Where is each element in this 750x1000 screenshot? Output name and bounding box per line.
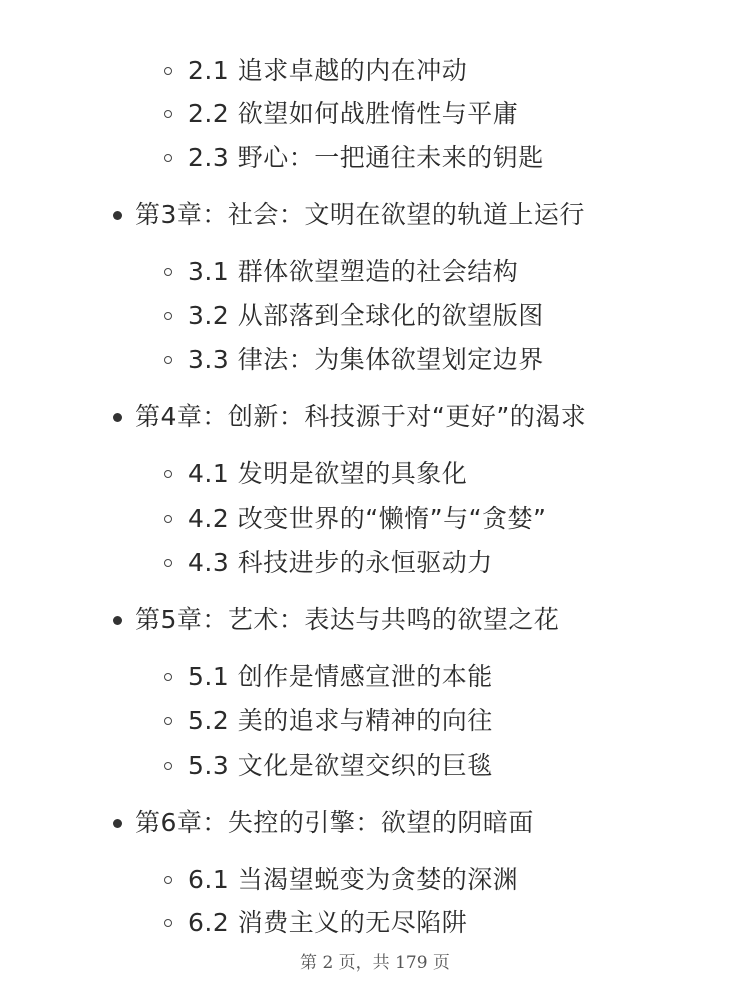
toc-section-item[interactable] xyxy=(0,99,750,129)
hollow-bullet-icon xyxy=(164,559,172,567)
toc-section-item[interactable] xyxy=(0,345,750,375)
toc-entry-text: 3.3 律法：为集体欲望划定边界 xyxy=(188,345,544,374)
hollow-bullet-icon xyxy=(164,673,172,681)
toc-section-item[interactable] xyxy=(0,865,750,895)
toc-entry-text: 3.2 从部落到全球化的欲望版图 xyxy=(188,301,544,330)
toc-entry-text: 2.1 追求卓越的内在冲动 xyxy=(188,56,468,85)
toc-entry-text: 第5章：艺术：表达与共鸣的欲望之花 xyxy=(135,605,560,634)
hollow-bullet-icon xyxy=(164,154,172,162)
hollow-bullet-icon xyxy=(164,470,172,478)
toc-entry-text: 第6章：失控的引擎：欲望的阴暗面 xyxy=(135,808,534,837)
toc-entry-text: 4.1 发明是欲望的具象化 xyxy=(188,459,468,488)
toc-entry-text: 6.2 消费主义的无尽陷阱 xyxy=(188,908,468,937)
page-number-footer: 第 2 页，共 179 页 xyxy=(300,953,450,973)
toc-section-item[interactable] xyxy=(0,548,750,578)
toc-chapter-item[interactable] xyxy=(0,402,750,432)
toc-entry-text: 4.2 改变世界的“懒惰”与“贪婪” xyxy=(188,504,547,533)
hollow-bullet-icon xyxy=(164,110,172,118)
toc-chapter-item[interactable] xyxy=(0,200,750,230)
hollow-bullet-icon xyxy=(164,67,172,75)
hollow-bullet-icon xyxy=(164,717,172,725)
toc-entry-text: 第4章：创新：科技源于对“更好”的渴求 xyxy=(135,402,587,431)
toc-section-item[interactable] xyxy=(0,459,750,489)
toc-entry-text: 第3章：社会：文明在欲望的轨道上运行 xyxy=(135,200,585,229)
filled-bullet-icon xyxy=(113,413,122,422)
toc-entry-text: 5.1 创作是情感宣泄的本能 xyxy=(188,662,493,691)
toc-entry-text: 4.3 科技进步的永恒驱动力 xyxy=(188,548,493,577)
toc-section-item[interactable] xyxy=(0,301,750,331)
toc-section-item[interactable] xyxy=(0,662,750,692)
hollow-bullet-icon xyxy=(164,762,172,770)
toc-section-item[interactable] xyxy=(0,56,750,86)
toc-section-item[interactable] xyxy=(0,908,750,938)
toc-chapter-item[interactable] xyxy=(0,808,750,838)
hollow-bullet-icon xyxy=(164,356,172,364)
hollow-bullet-icon xyxy=(164,312,172,320)
toc-section-item[interactable] xyxy=(0,504,750,534)
filled-bullet-icon xyxy=(113,211,122,220)
hollow-bullet-icon xyxy=(164,515,172,523)
toc-entry-text: 2.2 欲望如何战胜惰性与平庸 xyxy=(188,99,519,128)
toc-section-item[interactable] xyxy=(0,257,750,287)
toc-section-item[interactable] xyxy=(0,706,750,736)
hollow-bullet-icon xyxy=(164,919,172,927)
toc-chapter-item[interactable] xyxy=(0,605,750,635)
toc-section-item[interactable] xyxy=(0,143,750,173)
toc-entry-text: 3.1 群体欲望塑造的社会结构 xyxy=(188,257,519,286)
hollow-bullet-icon xyxy=(164,876,172,884)
filled-bullet-icon xyxy=(113,819,122,828)
toc-entry-text: 5.3 文化是欲望交织的巨毯 xyxy=(188,751,493,780)
toc-entry-text: 5.2 美的追求与精神的向往 xyxy=(188,706,493,735)
toc-entry-text: 2.3 野心：一把通往未来的钥匙 xyxy=(188,143,544,172)
toc-entry-text: 6.1 当渴望蜕变为贪婪的深渊 xyxy=(188,865,519,894)
filled-bullet-icon xyxy=(113,616,122,625)
toc-section-item[interactable] xyxy=(0,751,750,781)
hollow-bullet-icon xyxy=(164,268,172,276)
